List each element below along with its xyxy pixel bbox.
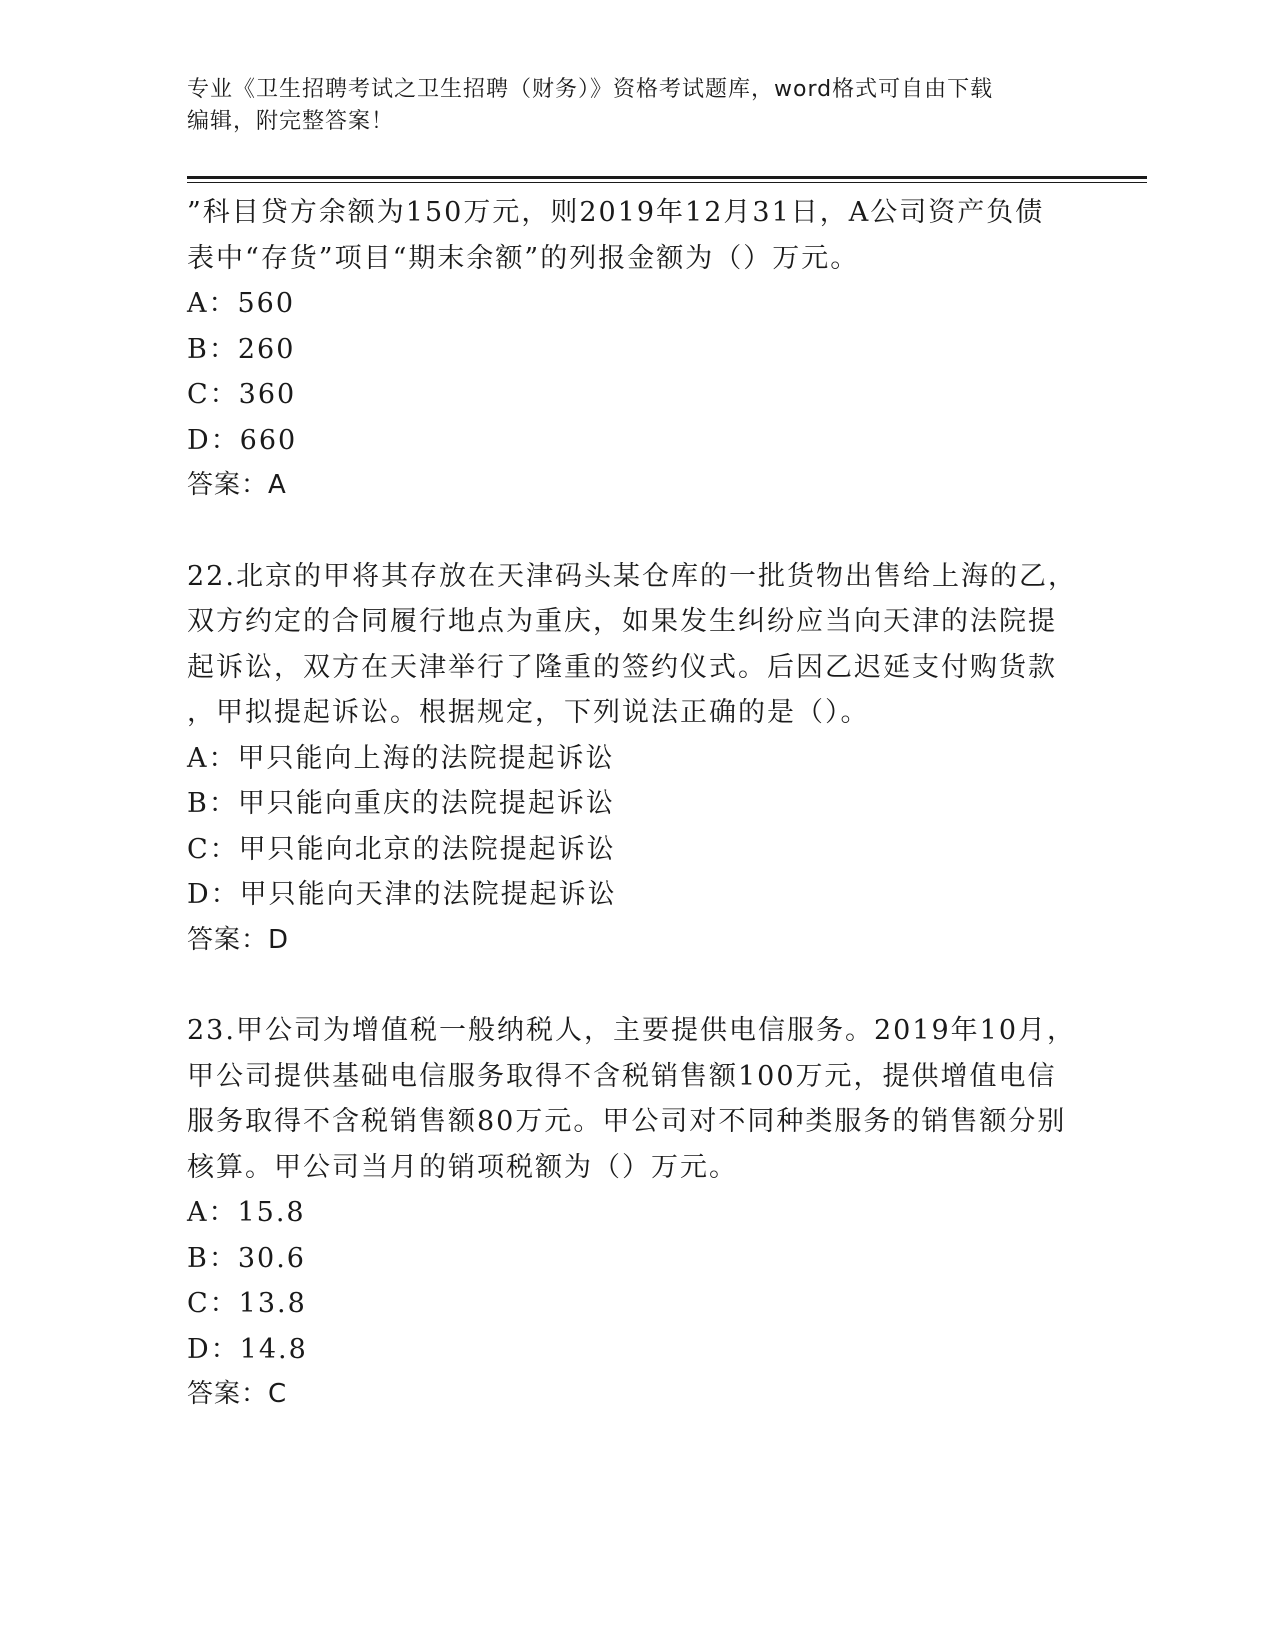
- stem-line: 甲公司提供基础电信服务取得不含税销售额100万元，提供增值电信: [187, 1060, 1057, 1092]
- stem-line: 22.北京的甲将其存放在天津码头某仓库的一批货物出售给上海的乙，: [187, 560, 1077, 592]
- question-list: [187, 190, 1087, 1418]
- header-rule-thick: [187, 176, 1147, 179]
- question-22: [187, 554, 1087, 964]
- option-c: C：13.8: [187, 1288, 307, 1319]
- header-line-1: 专业《卫生招聘考试之卫生招聘（财务）》资格考试题库，word格式可自由下载: [187, 77, 994, 102]
- option-c: C：甲只能向北京的法院提起诉讼: [187, 833, 616, 865]
- option-b: B：30.6: [187, 1242, 306, 1274]
- stem-line: 起诉讼，双方在天津举行了隆重的签约仪式。后因乙迟延支付购货款: [187, 651, 1057, 683]
- option-a: A：560: [187, 288, 296, 319]
- answer-label: 答案：C: [187, 1379, 288, 1409]
- question-stem: [187, 554, 1087, 736]
- document-header: [187, 74, 1067, 138]
- option-d: D：甲只能向天津的法院提起诉讼: [187, 879, 617, 910]
- question-spacer: [187, 963, 1087, 1008]
- stem-line: 服务取得不含税销售额80万元。甲公司对不同种类服务的销售额分别: [187, 1106, 1067, 1137]
- header-rule-thin: [187, 182, 1147, 183]
- option-a: A：甲只能向上海的法院提起诉讼: [187, 742, 615, 774]
- question-spacer: [187, 509, 1087, 554]
- question-23: [187, 1008, 1087, 1418]
- stem-line: ”科目贷方余额为150万元，则2019年12月31日，A公司资产负债: [187, 197, 1045, 228]
- option-c: C：360: [187, 379, 297, 410]
- answer-label: 答案：D: [187, 924, 290, 955]
- option-a: A：15.8: [187, 1197, 306, 1228]
- question-21-continued: [187, 190, 1087, 509]
- option-b: B：260: [187, 333, 296, 365]
- question-stem: [187, 1008, 1087, 1190]
- stem-line: ，甲拟提起诉讼。根据规定，下列说法正确的是（）。: [187, 697, 870, 728]
- option-d: D：14.8: [187, 1333, 308, 1365]
- stem-line: 23.甲公司为增值税一般纳税人，主要提供电信服务。2019年10月，: [187, 1015, 1077, 1046]
- header-line-2: 编辑，附完整答案！: [187, 109, 395, 134]
- option-b: B：甲只能向重庆的法院提起诉讼: [187, 788, 615, 819]
- stem-line: 双方约定的合同履行地点为重庆，如果发生纠纷应当向天津的法院提: [187, 606, 1057, 637]
- question-stem: [187, 190, 1087, 281]
- option-d: D：660: [187, 424, 298, 456]
- stem-line: 核算。甲公司当月的销项税额为（）万元。: [187, 1151, 738, 1183]
- answer-label: 答案：A: [187, 470, 287, 500]
- stem-line: 表中“存货”项目“期末余额”的列报金额为（）万元。: [187, 242, 860, 274]
